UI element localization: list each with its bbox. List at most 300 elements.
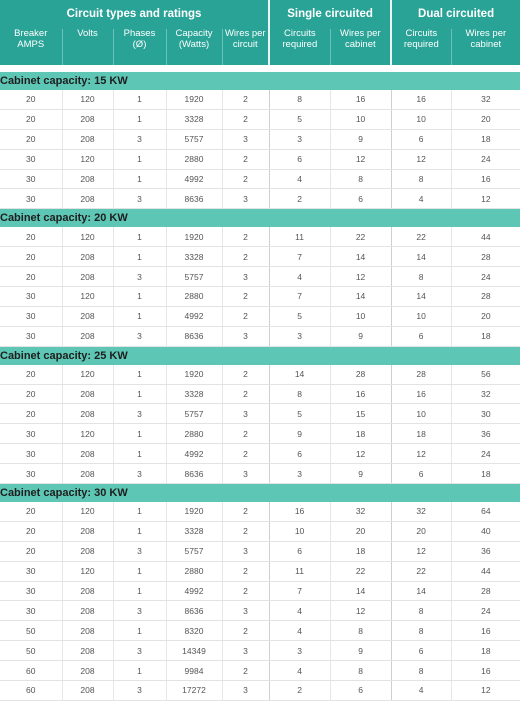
cell-single-wires-per-cabinet: 14 [330, 581, 391, 601]
cell-phases: 1 [113, 90, 166, 109]
cell-capacity-watts: 5757 [166, 129, 222, 149]
cell-breaker-amps: 50 [0, 641, 62, 661]
cell-breaker-amps: 30 [0, 444, 62, 464]
cell-breaker-amps: 20 [0, 129, 62, 149]
cell-volts: 120 [62, 287, 113, 307]
column-header-line: cabinet [345, 38, 376, 50]
cell-dual-wires-per-cabinet: 32 [451, 384, 520, 404]
cell-single-circuits-required: 5 [269, 404, 330, 424]
cell-breaker-amps: 20 [0, 521, 62, 541]
column-header-line: Capacity [175, 29, 213, 39]
column-header-single-circuits-required [269, 29, 330, 65]
cell-capacity-watts: 3328 [166, 521, 222, 541]
cell-dual-wires-per-cabinet: 12 [451, 681, 520, 701]
cell-single-circuits-required: 4 [269, 661, 330, 681]
cell-capacity-watts: 8636 [166, 464, 222, 484]
cell-wires-per-circuit: 2 [222, 444, 269, 464]
cell-phases: 1 [113, 621, 166, 641]
cell-breaker-amps: 60 [0, 661, 62, 681]
cell-volts: 120 [62, 424, 113, 444]
table-body [0, 72, 520, 700]
section-header-row [0, 209, 520, 228]
column-header-breaker-amps [0, 29, 62, 65]
cell-phases: 3 [113, 129, 166, 149]
cell-dual-wires-per-cabinet: 18 [451, 129, 520, 149]
cell-capacity-watts: 5757 [166, 404, 222, 424]
cell-single-wires-per-cabinet: 9 [330, 641, 391, 661]
cell-dual-wires-per-cabinet: 20 [451, 109, 520, 129]
cell-breaker-amps: 20 [0, 384, 62, 404]
cell-single-wires-per-cabinet: 8 [330, 661, 391, 681]
cell-dual-circuits-required: 6 [391, 641, 451, 661]
cell-single-circuits-required: 16 [269, 502, 330, 521]
cell-dual-wires-per-cabinet: 40 [451, 521, 520, 541]
table-row [0, 681, 520, 701]
cell-single-circuits-required: 6 [269, 149, 330, 169]
column-header-line: Wires per [339, 29, 381, 39]
cell-single-circuits-required: 4 [269, 621, 330, 641]
cell-breaker-amps: 30 [0, 424, 62, 444]
cell-single-wires-per-cabinet: 16 [330, 384, 391, 404]
cell-capacity-watts: 3328 [166, 247, 222, 267]
cell-dual-circuits-required: 14 [391, 581, 451, 601]
cell-dual-circuits-required: 16 [391, 90, 451, 109]
cell-breaker-amps: 20 [0, 90, 62, 109]
cell-breaker-amps: 20 [0, 541, 62, 561]
cell-single-wires-per-cabinet: 12 [330, 149, 391, 169]
cell-wires-per-circuit: 2 [222, 424, 269, 444]
cell-phases: 1 [113, 169, 166, 189]
cell-volts: 208 [62, 189, 113, 209]
cell-dual-wires-per-cabinet: 44 [451, 227, 520, 246]
cell-volts: 208 [62, 267, 113, 287]
cell-capacity-watts: 8636 [166, 601, 222, 621]
cell-capacity-watts: 1920 [166, 365, 222, 384]
cell-single-wires-per-cabinet: 6 [330, 189, 391, 209]
cell-single-circuits-required: 5 [269, 109, 330, 129]
cell-breaker-amps: 30 [0, 601, 62, 621]
column-header-line: required [403, 38, 439, 50]
cell-volts: 208 [62, 464, 113, 484]
cell-dual-circuits-required: 4 [391, 681, 451, 701]
cell-phases: 3 [113, 464, 166, 484]
cell-capacity-watts: 2880 [166, 561, 222, 581]
section-header-row [0, 72, 520, 90]
cell-single-wires-per-cabinet: 12 [330, 267, 391, 287]
cell-single-circuits-required: 7 [269, 247, 330, 267]
cell-wires-per-circuit: 2 [222, 561, 269, 581]
table-row [0, 404, 520, 424]
cell-single-wires-per-cabinet: 32 [330, 502, 391, 521]
cell-capacity-watts: 3328 [166, 109, 222, 129]
column-header-line: Circuits [405, 29, 438, 39]
cell-breaker-amps: 20 [0, 109, 62, 129]
cell-capacity-watts: 8636 [166, 326, 222, 346]
column-header-dual-circuits-required [391, 29, 451, 65]
table-row [0, 109, 520, 129]
cell-wires-per-circuit: 2 [222, 384, 269, 404]
cell-wires-per-circuit: 3 [222, 541, 269, 561]
cell-capacity-watts: 4992 [166, 169, 222, 189]
cell-capacity-watts: 8320 [166, 621, 222, 641]
cell-volts: 208 [62, 444, 113, 464]
cell-dual-wires-per-cabinet: 44 [451, 561, 520, 581]
section-title: Cabinet capacity: 15 KW [0, 72, 520, 90]
cell-phases: 3 [113, 641, 166, 661]
column-header-line: (Ø) [132, 38, 147, 50]
table-row [0, 227, 520, 246]
cell-capacity-watts: 3328 [166, 384, 222, 404]
cell-single-circuits-required: 11 [269, 561, 330, 581]
cell-dual-wires-per-cabinet: 16 [451, 621, 520, 641]
cell-wires-per-circuit: 3 [222, 681, 269, 701]
cell-dual-circuits-required: 6 [391, 464, 451, 484]
table-row [0, 502, 520, 521]
cell-phases: 1 [113, 384, 166, 404]
section-title: Cabinet capacity: 20 KW [0, 209, 520, 228]
table-row [0, 641, 520, 661]
cell-phases: 1 [113, 444, 166, 464]
cell-wires-per-circuit: 3 [222, 189, 269, 209]
column-header-line: Wires per [224, 29, 266, 39]
column-header-phases [113, 29, 166, 65]
cell-single-wires-per-cabinet: 16 [330, 90, 391, 109]
section-title: Cabinet capacity: 25 KW [0, 346, 520, 365]
cell-breaker-amps: 30 [0, 464, 62, 484]
cell-single-wires-per-cabinet: 14 [330, 287, 391, 307]
table-row [0, 365, 520, 384]
cell-single-circuits-required: 2 [269, 189, 330, 209]
cell-phases: 1 [113, 227, 166, 246]
cell-capacity-watts: 14349 [166, 641, 222, 661]
column-header-wires-per-circuit [222, 29, 269, 65]
table-row [0, 601, 520, 621]
cell-wires-per-circuit: 2 [222, 581, 269, 601]
cell-single-wires-per-cabinet: 18 [330, 424, 391, 444]
cell-phases: 1 [113, 365, 166, 384]
cell-phases: 1 [113, 306, 166, 326]
cell-single-circuits-required: 14 [269, 365, 330, 384]
cell-single-circuits-required: 6 [269, 541, 330, 561]
cell-dual-wires-per-cabinet: 56 [451, 365, 520, 384]
cell-phases: 1 [113, 149, 166, 169]
group-header-single-circuited: Single circuited [269, 0, 391, 29]
column-header-line: Breaker [14, 29, 48, 39]
cell-volts: 208 [62, 169, 113, 189]
column-header-line: Wires per [465, 29, 507, 39]
cell-dual-circuits-required: 8 [391, 601, 451, 621]
cell-phases: 1 [113, 661, 166, 681]
cell-capacity-watts: 4992 [166, 581, 222, 601]
column-header-dual-wires-per-cabinet [451, 29, 520, 65]
cell-single-wires-per-cabinet: 6 [330, 681, 391, 701]
column-header-line: AMPS [17, 38, 45, 50]
cell-single-circuits-required: 7 [269, 581, 330, 601]
cell-dual-wires-per-cabinet: 24 [451, 444, 520, 464]
cell-volts: 208 [62, 581, 113, 601]
cell-dual-circuits-required: 10 [391, 404, 451, 424]
cell-dual-circuits-required: 16 [391, 384, 451, 404]
cell-capacity-watts: 4992 [166, 306, 222, 326]
cell-volts: 120 [62, 502, 113, 521]
cell-dual-circuits-required: 18 [391, 424, 451, 444]
cell-dual-circuits-required: 8 [391, 169, 451, 189]
cell-dual-circuits-required: 14 [391, 247, 451, 267]
column-header-line: Phases [123, 29, 156, 39]
cell-volts: 208 [62, 129, 113, 149]
table-row [0, 581, 520, 601]
cell-single-wires-per-cabinet: 10 [330, 306, 391, 326]
cell-breaker-amps: 30 [0, 169, 62, 189]
cell-wires-per-circuit: 2 [222, 365, 269, 384]
cell-breaker-amps: 20 [0, 227, 62, 246]
cell-volts: 120 [62, 365, 113, 384]
cell-volts: 208 [62, 541, 113, 561]
cell-single-wires-per-cabinet: 9 [330, 326, 391, 346]
cell-capacity-watts: 2880 [166, 424, 222, 444]
cell-single-wires-per-cabinet: 9 [330, 129, 391, 149]
cell-breaker-amps: 30 [0, 287, 62, 307]
cell-wires-per-circuit: 2 [222, 287, 269, 307]
cell-single-wires-per-cabinet: 10 [330, 109, 391, 129]
cell-phases: 3 [113, 189, 166, 209]
cell-volts: 208 [62, 404, 113, 424]
cell-breaker-amps: 60 [0, 681, 62, 701]
cell-dual-wires-per-cabinet: 28 [451, 287, 520, 307]
cell-single-circuits-required: 6 [269, 444, 330, 464]
cell-single-circuits-required: 8 [269, 90, 330, 109]
cell-breaker-amps: 20 [0, 267, 62, 287]
cell-phases: 1 [113, 109, 166, 129]
table-row [0, 189, 520, 209]
cell-single-circuits-required: 3 [269, 129, 330, 149]
cell-single-circuits-required: 10 [269, 521, 330, 541]
cell-volts: 120 [62, 561, 113, 581]
cell-dual-circuits-required: 28 [391, 365, 451, 384]
table-row [0, 661, 520, 681]
cell-single-circuits-required: 2 [269, 681, 330, 701]
cell-dual-circuits-required: 4 [391, 189, 451, 209]
cell-wires-per-circuit: 2 [222, 109, 269, 129]
cell-wires-per-circuit: 3 [222, 326, 269, 346]
cell-volts: 208 [62, 661, 113, 681]
cell-breaker-amps: 20 [0, 365, 62, 384]
column-header-capacity-watts [166, 29, 222, 65]
cell-wires-per-circuit: 3 [222, 404, 269, 424]
column-header-line: required [282, 38, 318, 50]
cell-dual-wires-per-cabinet: 24 [451, 149, 520, 169]
cell-single-wires-per-cabinet: 18 [330, 541, 391, 561]
cell-dual-circuits-required: 8 [391, 621, 451, 641]
cell-dual-wires-per-cabinet: 28 [451, 247, 520, 267]
cell-breaker-amps: 20 [0, 247, 62, 267]
cell-phases: 3 [113, 267, 166, 287]
table-row [0, 169, 520, 189]
cell-single-circuits-required: 3 [269, 326, 330, 346]
cell-capacity-watts: 17272 [166, 681, 222, 701]
cell-dual-wires-per-cabinet: 36 [451, 424, 520, 444]
cell-dual-circuits-required: 20 [391, 521, 451, 541]
cell-breaker-amps: 30 [0, 561, 62, 581]
cell-wires-per-circuit: 3 [222, 464, 269, 484]
cell-dual-wires-per-cabinet: 30 [451, 404, 520, 424]
cell-single-circuits-required: 4 [269, 267, 330, 287]
cell-wires-per-circuit: 2 [222, 227, 269, 246]
cell-breaker-amps: 30 [0, 306, 62, 326]
cell-phases: 3 [113, 681, 166, 701]
cell-dual-circuits-required: 32 [391, 502, 451, 521]
cell-dual-wires-per-cabinet: 18 [451, 464, 520, 484]
cell-dual-wires-per-cabinet: 18 [451, 326, 520, 346]
cell-capacity-watts: 5757 [166, 541, 222, 561]
cell-single-circuits-required: 5 [269, 306, 330, 326]
cell-single-circuits-required: 9 [269, 424, 330, 444]
cell-single-wires-per-cabinet: 20 [330, 521, 391, 541]
cell-dual-wires-per-cabinet: 28 [451, 581, 520, 601]
column-header-line: Circuits [283, 29, 316, 39]
cell-single-wires-per-cabinet: 14 [330, 247, 391, 267]
cell-breaker-amps: 30 [0, 189, 62, 209]
cell-wires-per-circuit: 2 [222, 169, 269, 189]
cell-phases: 1 [113, 247, 166, 267]
cell-phases: 3 [113, 541, 166, 561]
cell-breaker-amps: 20 [0, 502, 62, 521]
cell-capacity-watts: 5757 [166, 267, 222, 287]
cell-single-wires-per-cabinet: 22 [330, 561, 391, 581]
cell-dual-circuits-required: 12 [391, 541, 451, 561]
cell-single-circuits-required: 4 [269, 169, 330, 189]
cell-dual-circuits-required: 14 [391, 287, 451, 307]
table-row [0, 561, 520, 581]
cell-dual-circuits-required: 10 [391, 306, 451, 326]
cell-volts: 208 [62, 109, 113, 129]
cell-wires-per-circuit: 3 [222, 267, 269, 287]
cell-dual-wires-per-cabinet: 24 [451, 267, 520, 287]
table-row [0, 149, 520, 169]
cell-wires-per-circuit: 2 [222, 521, 269, 541]
column-header-single-wires-per-cabinet [330, 29, 391, 65]
table-row [0, 247, 520, 267]
table-row [0, 521, 520, 541]
cell-phases: 1 [113, 581, 166, 601]
group-header-circuit-types: Circuit types and ratings [0, 0, 269, 29]
cell-volts: 208 [62, 641, 113, 661]
column-header-row [0, 29, 520, 65]
cell-phases: 3 [113, 326, 166, 346]
cell-dual-wires-per-cabinet: 16 [451, 661, 520, 681]
cell-wires-per-circuit: 3 [222, 129, 269, 149]
cell-capacity-watts: 8636 [166, 189, 222, 209]
cell-volts: 208 [62, 621, 113, 641]
cell-capacity-watts: 2880 [166, 287, 222, 307]
cell-single-circuits-required: 3 [269, 464, 330, 484]
cell-dual-wires-per-cabinet: 12 [451, 189, 520, 209]
cell-dual-circuits-required: 22 [391, 561, 451, 581]
cell-wires-per-circuit: 2 [222, 90, 269, 109]
cell-single-wires-per-cabinet: 12 [330, 601, 391, 621]
cell-dual-wires-per-cabinet: 16 [451, 169, 520, 189]
column-header-line: (Watts) [178, 38, 210, 50]
cell-volts: 208 [62, 326, 113, 346]
cell-volts: 208 [62, 306, 113, 326]
cell-breaker-amps: 30 [0, 149, 62, 169]
cell-wires-per-circuit: 2 [222, 149, 269, 169]
cell-single-circuits-required: 11 [269, 227, 330, 246]
table-row [0, 306, 520, 326]
cell-volts: 208 [62, 521, 113, 541]
cell-dual-circuits-required: 12 [391, 444, 451, 464]
cell-volts: 208 [62, 247, 113, 267]
cell-dual-wires-per-cabinet: 64 [451, 502, 520, 521]
table-row [0, 384, 520, 404]
table-row [0, 444, 520, 464]
table-row [0, 287, 520, 307]
cell-dual-circuits-required: 12 [391, 149, 451, 169]
cell-capacity-watts: 2880 [166, 149, 222, 169]
table-row [0, 267, 520, 287]
cell-volts: 208 [62, 601, 113, 621]
section-header-row [0, 346, 520, 365]
cell-single-circuits-required: 8 [269, 384, 330, 404]
cell-wires-per-circuit: 2 [222, 621, 269, 641]
cell-capacity-watts: 9984 [166, 661, 222, 681]
cell-volts: 120 [62, 227, 113, 246]
cell-capacity-watts: 1920 [166, 502, 222, 521]
cell-phases: 3 [113, 404, 166, 424]
table-row [0, 90, 520, 109]
cell-volts: 208 [62, 384, 113, 404]
cell-phases: 1 [113, 561, 166, 581]
cell-phases: 1 [113, 287, 166, 307]
cell-dual-wires-per-cabinet: 18 [451, 641, 520, 661]
cell-dual-circuits-required: 22 [391, 227, 451, 246]
table-row [0, 464, 520, 484]
cell-dual-wires-per-cabinet: 20 [451, 306, 520, 326]
cell-single-wires-per-cabinet: 8 [330, 621, 391, 641]
cell-capacity-watts: 1920 [166, 227, 222, 246]
cell-capacity-watts: 1920 [166, 90, 222, 109]
cell-volts: 120 [62, 149, 113, 169]
cell-capacity-watts: 4992 [166, 444, 222, 464]
column-header-volts [62, 29, 113, 65]
table-row [0, 326, 520, 346]
cell-phases: 1 [113, 502, 166, 521]
cell-dual-wires-per-cabinet: 24 [451, 601, 520, 621]
cell-phases: 3 [113, 601, 166, 621]
cell-single-circuits-required: 3 [269, 641, 330, 661]
cell-single-wires-per-cabinet: 8 [330, 169, 391, 189]
cell-volts: 208 [62, 681, 113, 701]
cell-single-wires-per-cabinet: 28 [330, 365, 391, 384]
cell-breaker-amps: 50 [0, 621, 62, 641]
cell-breaker-amps: 30 [0, 581, 62, 601]
column-header-line: circuit [232, 38, 258, 50]
section-header-row [0, 484, 520, 503]
cell-single-wires-per-cabinet: 22 [330, 227, 391, 246]
cell-wires-per-circuit: 2 [222, 247, 269, 267]
table-row [0, 541, 520, 561]
cell-wires-per-circuit: 3 [222, 601, 269, 621]
cell-single-wires-per-cabinet: 9 [330, 464, 391, 484]
cell-single-wires-per-cabinet: 15 [330, 404, 391, 424]
cell-dual-wires-per-cabinet: 32 [451, 90, 520, 109]
cell-dual-circuits-required: 10 [391, 109, 451, 129]
column-header-line: Volts [77, 29, 98, 39]
group-header-dual-circuited: Dual circuited [391, 0, 520, 29]
cell-wires-per-circuit: 3 [222, 641, 269, 661]
cell-wires-per-circuit: 2 [222, 661, 269, 681]
table-row [0, 424, 520, 444]
